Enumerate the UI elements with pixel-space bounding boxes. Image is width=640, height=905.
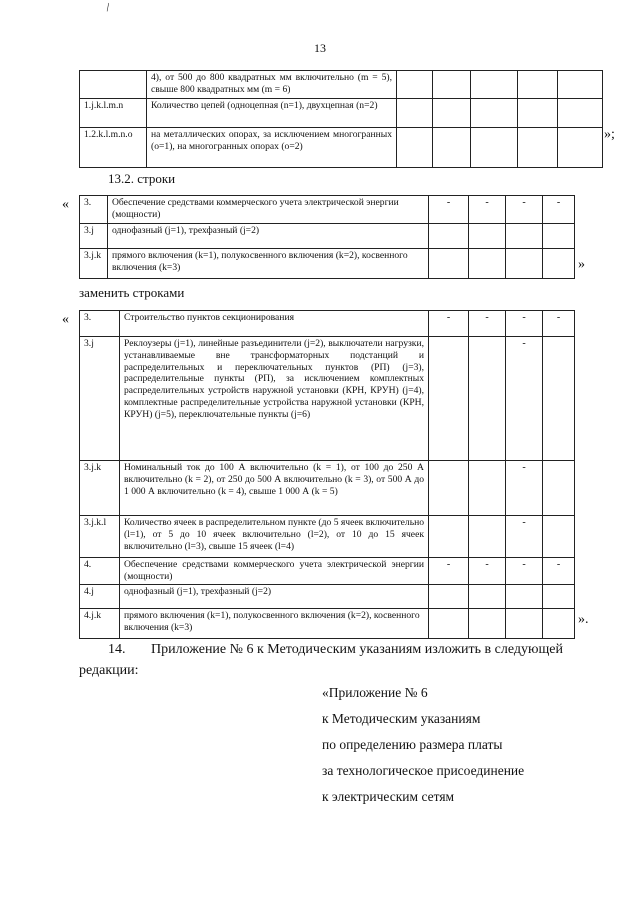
table-row: 3.j Реклоузеры (j=1), линейные разъединители (j=2), выключатели нагрузки, устанавливаемые вне трансформаторных подстанций и распределительных и переключательных пунктов (РП) (j=3), распределительные пункты (РП), за исключением комплектных распределительных устройств наружной установки (КРН, КРУН) (j=4), комплектные распределительные устройства наружной установки (КРН, КРУН) (j=5), переключательные пункты (j=6) - bbox=[80, 337, 575, 461]
row-code: 3. bbox=[80, 196, 108, 224]
close-quote: »; bbox=[604, 127, 615, 142]
row-text: прямого включения (k=1), полукосвенного включения (k=2), косвенного включения (k=3) bbox=[108, 249, 429, 279]
row-code: 4.j.k bbox=[80, 609, 120, 639]
row-code: 3.j.k bbox=[80, 461, 120, 516]
row-code: 1.2.k.l.m.n.o bbox=[80, 128, 147, 168]
row-code: 3.j bbox=[80, 224, 108, 249]
appendix-line-2: к Методическим указаниям bbox=[322, 711, 481, 726]
row-code: 3.j bbox=[80, 337, 120, 461]
table-row bbox=[80, 128, 603, 168]
item-14-line1 bbox=[108, 640, 608, 660]
row-code bbox=[80, 71, 147, 99]
row-text: Строительство пунктов секционирования bbox=[120, 311, 429, 337]
table-row: 4. Обеспечение средствами коммерческого учета электрической энергии (мощности) - - - - bbox=[80, 558, 575, 585]
table-old-rows bbox=[79, 195, 575, 279]
table-row: 3. Строительство пунктов секционирования - - - - bbox=[80, 311, 575, 337]
row-text: прямого включения (k=1), полукосвенного включения (k=2), косвенного включения (k=3) bbox=[120, 609, 429, 639]
table-row bbox=[80, 249, 575, 279]
table-row bbox=[80, 99, 603, 128]
open-quote: « bbox=[62, 197, 69, 212]
row-text: однофазный (j=1), трехфазный (j=2) bbox=[120, 585, 429, 609]
appendix-line-1: «Приложение № 6 bbox=[322, 685, 428, 700]
table-row bbox=[80, 609, 575, 639]
row-text: однофазный (j=1), трехфазный (j=2) bbox=[108, 224, 429, 249]
row-text: 4), от 500 до 800 квадратных мм включительно (m = 5), свыше 800 квадратных мм (m = 6) bbox=[147, 71, 397, 99]
close-quote: ». bbox=[578, 612, 589, 627]
row-text: Количество ячеек в распределительном пункте (до 5 ячеек включительно (l=1), от 5 до 10 ячеек включительно (l=2), от 10 до 15 ячеек включительно (l=3), свыше 15 ячеек (l=4) bbox=[120, 516, 429, 558]
close-quote: » bbox=[578, 257, 585, 272]
row-code: 3.j.k bbox=[80, 249, 108, 279]
table-row bbox=[80, 224, 575, 249]
replace-with-heading: заменить строками bbox=[79, 285, 185, 300]
item-14-text: Приложение № 6 к Методическим указаниям изложить в следующей bbox=[151, 642, 563, 657]
table-row bbox=[80, 585, 575, 609]
scan-mark: \ bbox=[102, 0, 113, 14]
row-code: 1.j.k.l.m.n bbox=[80, 99, 147, 128]
table-continued bbox=[79, 70, 603, 168]
table-row: 3.j.k Номинальный ток до 100 А включительно (k = 1), от 100 до 250 А включительно (k = 2), от 250 до 500 А включительно (k = 3), от 500 А до 1 000 А включительно (k = 4), свыше 1 000 А (k = 5) - bbox=[80, 461, 575, 516]
open-quote: « bbox=[62, 312, 69, 327]
row-text: Обеспечение средствами коммерческого учета электрической энергии (мощности) bbox=[120, 558, 429, 585]
row-text: Обеспечение средствами коммерческого учета электрической энергии (мощности) bbox=[108, 196, 429, 224]
item-14-number: 14. bbox=[108, 642, 126, 657]
table-row bbox=[80, 71, 603, 99]
table-row: 3.j.k.l Количество ячеек в распределительном пункте (до 5 ячеек включительно (l=1), от 5 до 10 ячеек включительно (l=2), от 10 до 15 ячеек включительно (l=3), свыше 15 ячеек (l=4) - bbox=[80, 516, 575, 558]
table-row: 3. Обеспечение средствами коммерческого учета электрической энергии (мощности) - - - - bbox=[80, 196, 575, 224]
row-text: Количество цепей (одноцепная (n=1), двухцепная (n=2) bbox=[147, 99, 397, 128]
row-code: 4. bbox=[80, 558, 120, 585]
row-code: 3.j.k.l bbox=[80, 516, 120, 558]
row-text: на металлических опорах, за исключением многогранных (o=1), на многогранных опорах (o=2) bbox=[147, 128, 397, 168]
section-13-2-heading: 13.2. строки bbox=[108, 171, 176, 186]
page-number: 13 bbox=[314, 41, 326, 55]
appendix-line-3: по определению размера платы bbox=[322, 737, 503, 752]
row-code: 3. bbox=[80, 311, 120, 337]
row-text: Реклоузеры (j=1), линейные разъединители (j=2), выключатели нагрузки, устанавливаемые вне трансформаторных подстанций и распределительных и переключательных пунктов (РП) (j=3), распределительные пункты (РП), за исключением комплектных распределительных устройств наружной установки (КРН, КРУН) (j=4), комплектные распределительные устройства наружной установки (КРН, КРУН) (j=5), переключательные пункты (j=6) bbox=[120, 337, 429, 461]
item-14-line2: редакции: bbox=[79, 663, 139, 678]
appendix-line-4: за технологическое присоединение bbox=[322, 763, 525, 778]
row-code: 4.j bbox=[80, 585, 120, 609]
row-text: Номинальный ток до 100 А включительно (k = 1), от 100 до 250 А включительно (k = 2), от 250 до 500 А включительно (k = 3), от 500 А до 1 000 А включительно (k = 4), свыше 1 000 А (k = 5) bbox=[120, 461, 429, 516]
appendix-line-5: к электрическим сетям bbox=[322, 789, 455, 804]
table-new-rows bbox=[79, 310, 575, 639]
